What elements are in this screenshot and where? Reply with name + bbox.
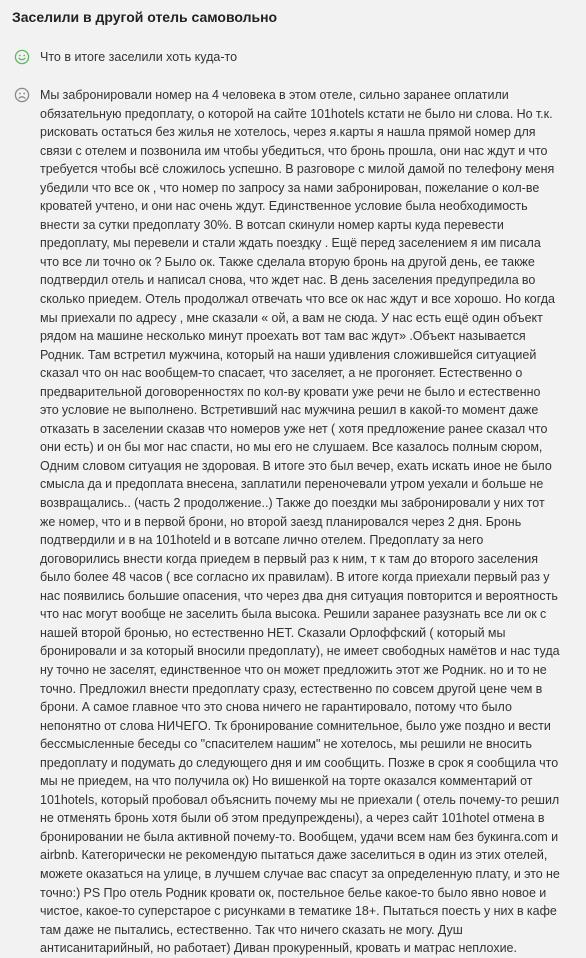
smiley-sad-icon (14, 87, 30, 103)
cons-text: Мы забронировали номер на 4 человека в этом отеле, сильно заранее оплатили обязательную предоплату, о которой на сайте 101hotels кстати не было ни слова. Но т.к. рисковать остаться без жилья не хотелось, через я.карты я нашла прямой номер для связи с отелем и позвонила им чтобы убедиться, что бронь прошла, они нас ждут и что требуется чтобы всё сложилось успешно. В разговоре с милой дамой по телефону меня убедили что все ок , что номер по запросу за нами забронирован, пожелание о кол-ве кроватей учтено, и они нас очень ждут. Единственное условие была необходимость внести за сутки предоплату 30%. В вотсап скинули номер карты куда перевести предоплату, мы перевели и стали ждать поездку . Ещё перед заселением я им писала что все ли точно ок ? Было ок. Также сделала вторую бронь на другой день, ее также подтвердил отель и написал снова, что ждет нас. В день заселения предупредила во сколько приедем. Отель продолжал отвечать что все ок нас ждут и все хорошо. Но когда мы приехали по адресу , мне сказали « ой, а вам не сюда. У нас есть ещё один объект рядом на машине несколько минут проехать вот там вас ждут» .Объект называется Родник. Там встретил мужчина, который на наши удивления сложившейся ситуацией сказал что он нас вообщем-то спасает, что заселяет, а не прогоняет. Естественно о предварительной договоренностях по кол-ву кровати уже речи не было и естественно это условие не выполнено. Встретивший нас мужчина решил в какой-то момент даже отказать в заселении сказав что номеров уже нет ( хотя предложение ранее сказал что они есть) и он бы мог нас спасти, но мы его не слушаем. Все казалось полным сюром, Одним словом ситуация не здоровая. В итоге это был вечер, ехать искать иное не было смысла да и предоплата внесена, заплатили переночевали утром уехали и больше не возвращались.. (часть 2 продолжение..) Также до поездки мы забронировали у них тот же номер, что и в первой брони, но второй заезд планировался через 2 дня. Бронь подтвердили и в на 101hoteld и в вотсапе лично отелем. Предоплату за него договорились внести когда приедем в первый раз к ним, т к там до второго заселения было более 48 часов ( все согласно их правилам). В итоге когда приехали первый раз у нас появились большие опасения, что через два дня ситуация повторится и вероятность что нас могут вообще не заселить была высока. Решили заранее разузнать все ли ок с нашей второй бронью, но естественно НЕТ. Сказали Орлоффский ( который мы бронировали и за который вносили предоплату), не имеет свободных намётов и нас туда ну точно не заселят, единственное что он может предложить этот же Родник. но и то не точно. Предложил внести предоплату сразу, естественно по совсем другой цене чем в брони. А самое главное что это снова ничего не гарантировало, потому что было непонятно от слова НИЧЕГО. Тк бронирование сомнительное, было уже поздно и вести бессмысленные беседы со "спасителем нашим" не хотелось, мы решили не вносить предоплату и подумать до следующего дня и им сообщить. Позже в срок я сообщила что мы не приедем, на что получила ок) Но вишенкой на торте оказался комментарий от 101hotels, который пробовал объяснить почему мы не приехали ( отель почему-то решил не отменять бронь хотя были об этом предупреждены), а через сайт 101hotel отмена в бронировании не была активной почему-то. Вообщем, удачи всем нам без букинга.com и airbnb. Категорически не рекомендую пытаться даже заселиться в один из этих отелей, можете оказаться на улице, в лучшем случае вас спасут за определенную плату, и это не точно:) PS Про отель Родник кровати ок, постельное белье какое-то было явно новое и чистое, какое-то суперстарое с рисунками в тематике 18+. Пытаться поесть у них в кафе там даже не пытались, естественно. Так что ничего сказать не могу. Душ антисанитарийный, но работает) Диван прокуренный, кровать и матрас неплохие. (40, 88, 560, 956)
review-title: Заселили в другой отель самовольно (12, 9, 278, 25)
review-cons (12, 86, 572, 958)
review-pros (12, 48, 572, 66)
pros-text: Что в итоге заселили хоть куда-то (40, 50, 238, 64)
smiley-happy-icon (14, 49, 30, 65)
